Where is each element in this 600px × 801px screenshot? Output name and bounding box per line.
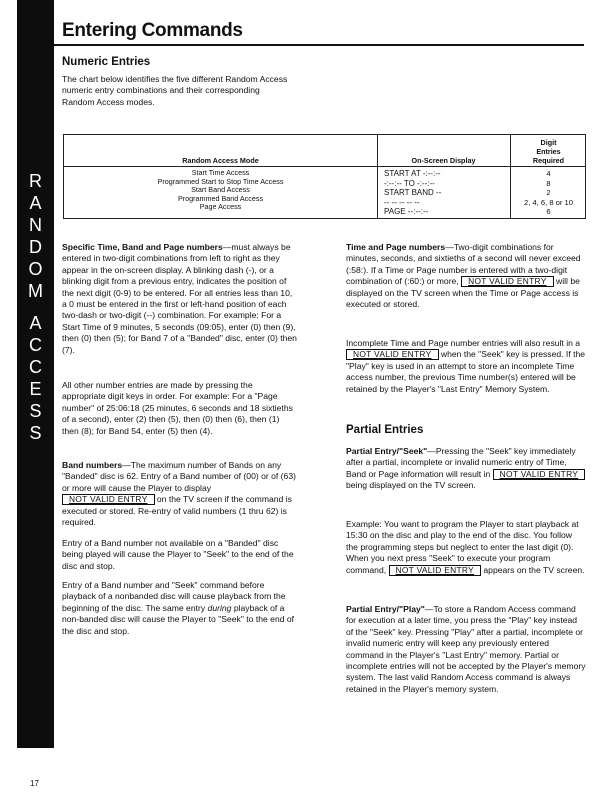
table-header-rule bbox=[64, 166, 585, 167]
partial-play-term: Partial Entry/"Play" bbox=[346, 604, 425, 614]
time-page-text: —Two-digit combinations for minutes, seconds, and sixtieths of a second will never exceed (:58:). If a Time or Page number is entered with a two-digit combination of (:60:) or more, bbox=[346, 242, 581, 287]
band-seek-paragraph bbox=[62, 580, 298, 637]
not-valid-entry-box: NOT VALID ENTRY bbox=[62, 494, 155, 505]
specific-numbers-term: Specific Time, Band and Page numbers bbox=[62, 242, 223, 252]
entry-table bbox=[63, 134, 586, 219]
header-mode: Random Access Mode bbox=[182, 156, 259, 165]
table-cell-mode: Start Time Access bbox=[191, 168, 250, 177]
partial-seek-text-cont: being displayed on the TV screen. bbox=[346, 480, 476, 491]
table-cell-display: START BAND -- bbox=[384, 188, 442, 198]
table-cell-mode: Page Access bbox=[199, 202, 242, 212]
table-cell-digits: 2, 4, 6, 8 or 10 bbox=[524, 197, 573, 207]
table-cell-digits: 8 bbox=[546, 178, 551, 188]
table-cell-display: -- -- -- -- -- bbox=[384, 197, 420, 207]
partial-seek-term: Partial Entry/"Seek" bbox=[346, 446, 428, 456]
mode-column bbox=[64, 169, 377, 212]
band-numbers-text: —The maximum number of Bands on any "Banded" disc is 62. Entry of a Band number of (00) or of (63) or more will cause the Player to display bbox=[62, 460, 296, 493]
time-page-term: Time and Page numbers bbox=[346, 242, 446, 252]
side-title-access: A C C E S S bbox=[29, 313, 42, 443]
header-digits-line: Required bbox=[532, 156, 565, 165]
band-numbers-term: Band numbers bbox=[62, 460, 123, 470]
not-valid-entry-box: NOT VALID ENTRY bbox=[493, 469, 586, 480]
table-cell-digits: 2 bbox=[546, 188, 551, 198]
band-seek-emphasis: during bbox=[207, 602, 232, 613]
partial-seek-paragraph bbox=[346, 446, 586, 492]
header-display: On-Screen Display bbox=[411, 156, 476, 165]
partial-play-text: —To store a Random Access command for execution at a later time, you press the "Play" key instead of the "Seek" key. Pressing "Play" after a partial, incomplete or invalid numeric entry will keep any previously entered command in the Player's "Last Entry" memory. Partial or incomplete entries will not be accepted by the Player's memory system. The last valid Random Access command is always retained in the Player's memory system. bbox=[346, 604, 586, 694]
table-cell-digits: 4 bbox=[546, 169, 551, 178]
incomplete-entries-paragraph bbox=[346, 338, 586, 395]
table-cell-digits: 6 bbox=[546, 207, 551, 217]
incomplete-entries-text-cont: when the "Seek" key is pressed. If the "Play" key is used in an attempt to store an incomplete Time access number, the previous Time number(s) entered will be retained by the Player's "Last Entry" Memory System. bbox=[346, 349, 586, 394]
table-cell-mode: Programmed Start to Stop Time Access bbox=[157, 176, 284, 186]
example-text: Example: You want to program the Player to start playback at 15:30 on the disc and play to the end of the disc. You follow the programming steps but neglect to enter the last digit (0). When you next press "Seek" to execute your program command, bbox=[346, 519, 579, 575]
partial-entries-heading: Partial Entries bbox=[346, 424, 424, 436]
page-number: 17 bbox=[30, 779, 39, 788]
example-paragraph bbox=[346, 519, 586, 576]
header-digits-line: Digit bbox=[540, 138, 557, 147]
specific-numbers-paragraph bbox=[62, 242, 298, 356]
time-page-text-cont: will be displayed on the TV screen when the Time or Page access is executed or stored. bbox=[346, 276, 580, 310]
band-numbers-text-cont: on the TV screen if the command is executed or stored. Re-entry of valid numbers (1 thru 62) is required. bbox=[62, 494, 292, 528]
band-seek-text: Entry of a Band number and "Seek" command before playback of a nonbanded disc will cause playback from the beginning of the disc. The same entry bbox=[62, 580, 286, 613]
example-text-cont: appears on the TV screen. bbox=[483, 564, 585, 575]
title-rule bbox=[54, 44, 584, 46]
partial-seek-text: —Pressing the "Seek" key immediately after a partial, incomplete or invalid numeric entry of Time, Band or Page information will result in bbox=[346, 446, 576, 479]
numeric-heading: Numeric Entries bbox=[62, 56, 151, 68]
page-title: Entering Commands bbox=[62, 20, 243, 41]
not-valid-entry-box: NOT VALID ENTRY bbox=[346, 349, 439, 360]
not-valid-entry-box: NOT VALID ENTRY bbox=[461, 276, 554, 287]
band-not-available-paragraph: Entry of a Band number not available on a "Banded" disc being played will cause the Player to "Seek" to the end of the disc and stop. bbox=[62, 538, 294, 571]
table-divider bbox=[377, 135, 378, 218]
side-title-random: R A N D O M bbox=[28, 171, 43, 301]
other-entries-paragraph: All other number entries are made by pressing the appropriate digit keys in order. For example: For a "Page number" of 25:06:18 (25 minutes, 6 seconds and 18 sixtieths of a second), enter (2) then (5), then (0) then (6), then (1) then (8); for Band 54, enter (5) then (4). bbox=[62, 380, 293, 436]
table-cell-display: -:--:-- TO -:--:-- bbox=[384, 178, 435, 188]
table-cell-display: START AT -:--:-- bbox=[384, 169, 441, 178]
not-valid-entry-box: NOT VALID ENTRY bbox=[389, 565, 482, 576]
digits-column bbox=[510, 169, 587, 217]
band-numbers-paragraph bbox=[62, 460, 298, 528]
header-digits bbox=[510, 138, 587, 165]
partial-play-paragraph bbox=[346, 604, 586, 695]
header-digits-line: Entries bbox=[536, 147, 561, 156]
table-cell-display: PAGE --:--:-- bbox=[384, 207, 429, 217]
time-page-paragraph bbox=[346, 242, 586, 310]
incomplete-entries-text: Incomplete Time and Page number entries will also result in a bbox=[346, 338, 581, 348]
display-column bbox=[384, 169, 506, 217]
numeric-intro: The chart below identifies the five different Random Access numeric entry combinations and their corresponding Random Access modes. bbox=[62, 74, 288, 107]
specific-numbers-text: —must always be entered in two-digit combinations from left to right as they appear in the on-screen display. A blinking dash (-), or a blinking digit from a previous entry, indicates the position of the next digit (0-9) to be entered. For all entries less than 10, a 0 must be entered in the first or left-hand position of each two-dash or two-digit (--) combination. For example: For a Start Time of 9 minutes, 5 seconds (09:05), enter (0) then (9), then (0) then (5); for Band 7 of a "Banded" disc, enter (0) then (7). bbox=[62, 242, 297, 355]
table-cell-mode: Programmed Band Access bbox=[177, 193, 264, 203]
band-seek-text-cont: playback of a non-banded disc will cause the Player to "Seek" to the end of the disc and stop. bbox=[62, 602, 295, 636]
table-cell-mode: Start Band Access bbox=[191, 185, 250, 195]
